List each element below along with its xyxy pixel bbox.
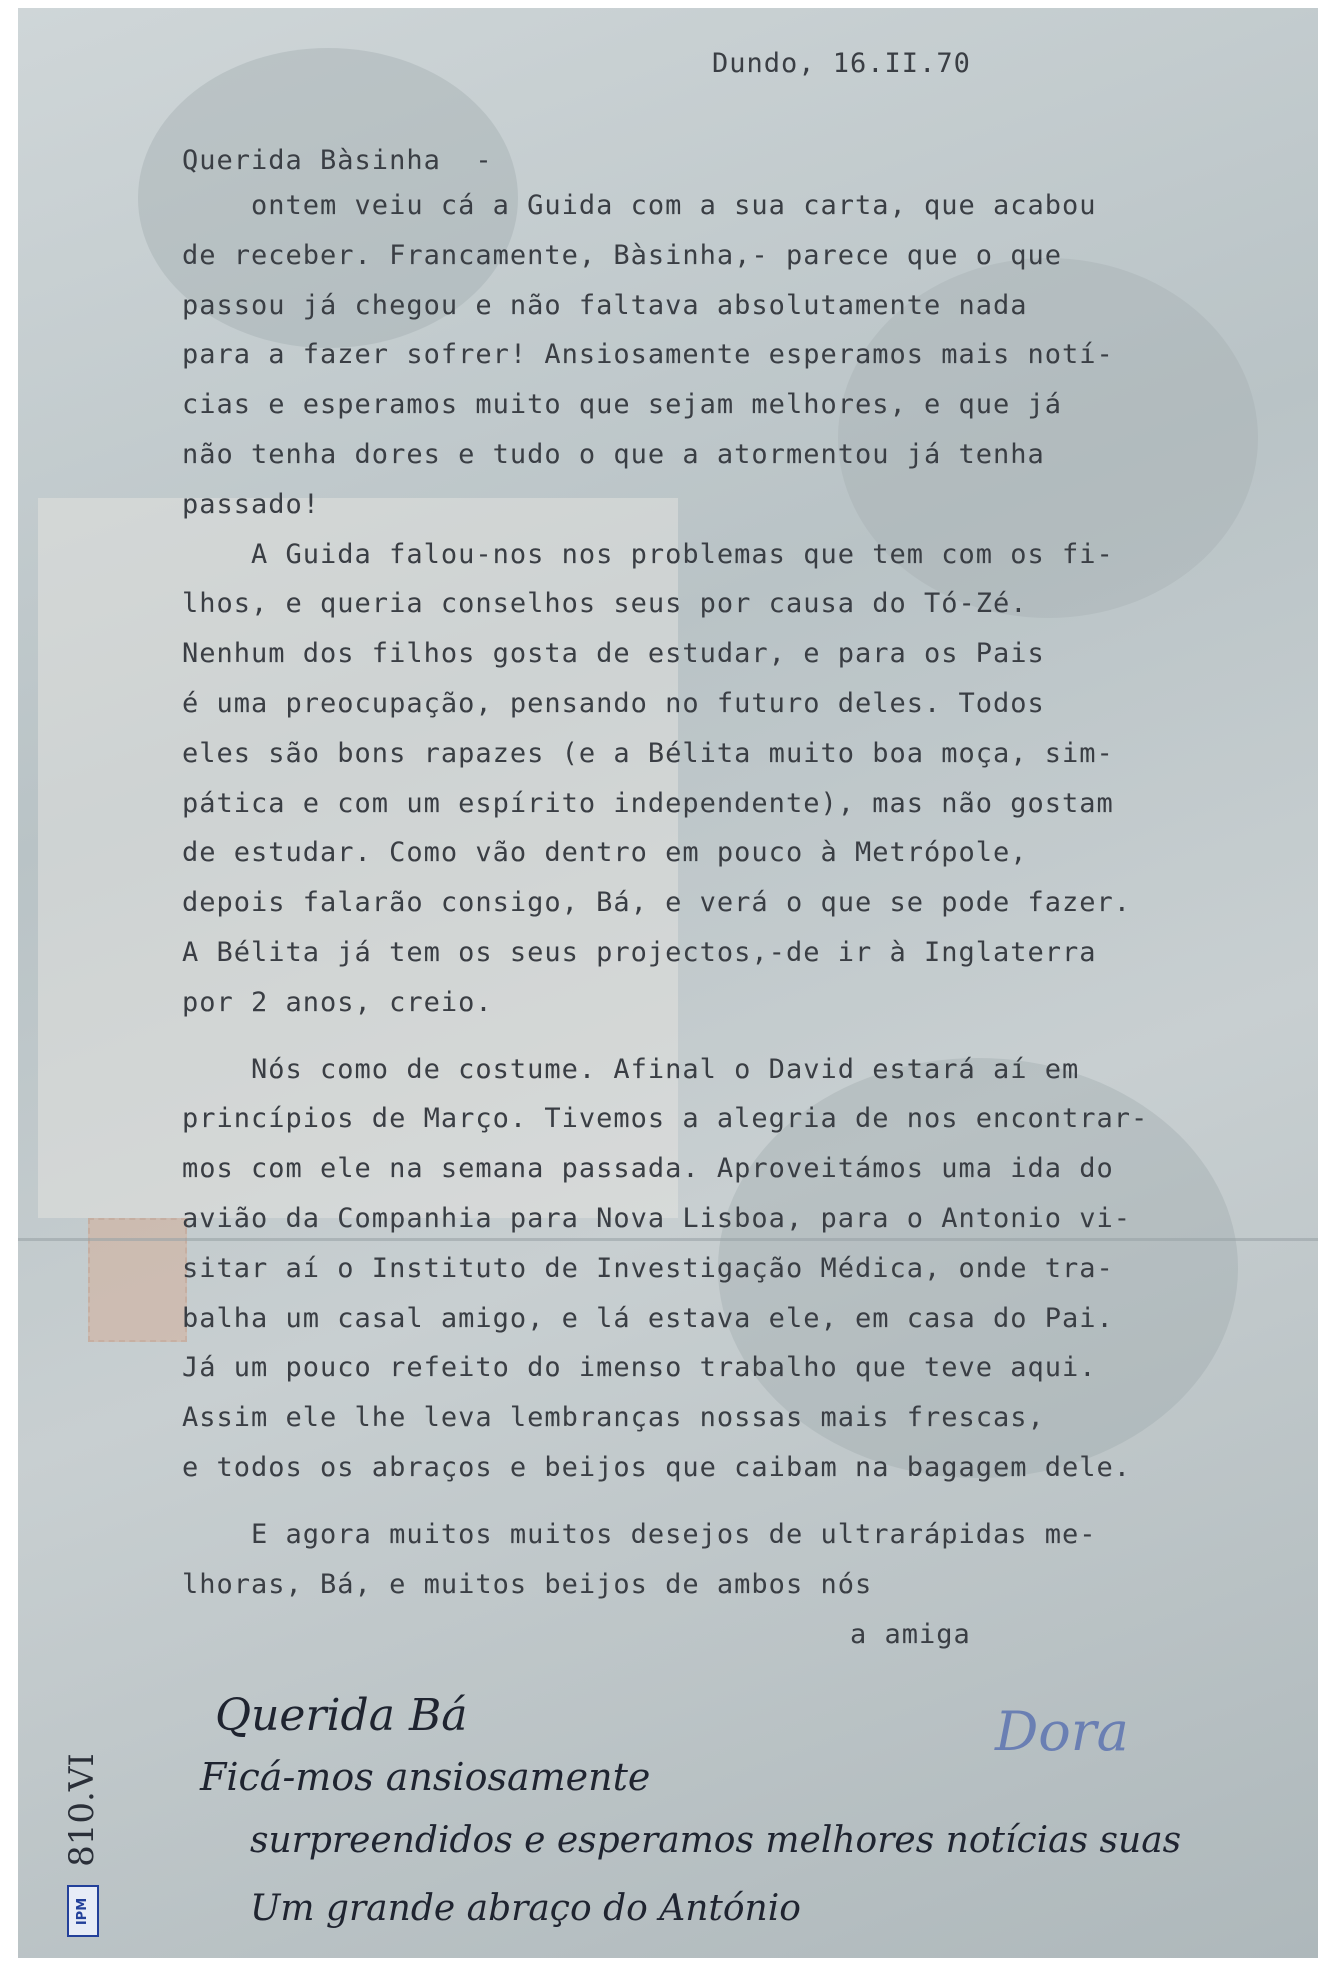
letter-body-line: sitar aí o Instituto de Investigação Médica, onde tra- <box>182 1253 1114 1284</box>
ipm-logo <box>67 1885 99 1937</box>
letter-body-line: avião da Companhia para Nova Lisboa, para o Antonio vi- <box>182 1203 1132 1234</box>
letter-body-line: Nenhum dos filhos gosta de estudar, e para os Pais <box>182 638 1045 669</box>
letter-body-line: Nós como de costume. Afinal o David estará aí em <box>182 1054 1080 1085</box>
letter-closing: a amiga <box>850 1619 971 1650</box>
letter-body-line: lhos, e queria conselhos seus por causa do Tó-Zé. <box>182 588 1028 619</box>
letter-body-line: e todos os abraços e beijos que caibam na bagagem dele. <box>182 1452 1132 1483</box>
letter-body-line: é uma preocupação, pensando no futuro deles. Todos <box>182 688 1045 719</box>
handwritten-line: surpreendidos e esperamos melhores notícias suas <box>250 1820 1182 1861</box>
handwritten-line: Um grande abraço do António <box>250 1888 801 1929</box>
archive-margin <box>55 1740 115 1940</box>
letter-body-line: eles são bons rapazes (e a Bélita muito boa moça, sim- <box>182 738 1114 769</box>
handwritten-line: Ficá-mos ansiosamente <box>200 1755 651 1799</box>
letter-body-line: balha um casal amigo, e lá estava ele, em casa do Pai. <box>182 1303 1114 1334</box>
letter-body-line: passado! <box>182 489 321 520</box>
letter-body-line: de estudar. Como vão dentro em pouco à Metrópole, <box>182 837 1028 868</box>
letter-body-line: mos com ele na semana passada. Aproveitámos uma ida do <box>182 1153 1114 1184</box>
letter-date: Dundo, 16.II.70 <box>712 48 971 79</box>
letter-body-line: Assim ele lhe leva lembranças nossas mais frescas, <box>182 1402 1045 1433</box>
letter-body-line: princípios de Março. Tivemos a alegria de nos encontrar- <box>182 1103 1149 1134</box>
letter-salutation: Querida Bàsinha - <box>182 145 493 176</box>
letter-body-line: de receber. Francamente, Bàsinha,- parece que o que <box>182 240 1063 271</box>
signature: Dora <box>995 1700 1129 1763</box>
letter-body-line: Já um pouco refeito do imenso trabalho que teve aqui. <box>182 1352 1097 1383</box>
letter-body-line: passou já chegou e não faltava absolutamente nada <box>182 290 1028 321</box>
letter-body-line: A Bélita já tem os seus projectos,-de ir à Inglaterra <box>182 937 1097 968</box>
ipm-logo-text: IPM <box>75 1897 91 1925</box>
letter-body-line: por 2 anos, creio. <box>182 987 493 1018</box>
letter-body-line: lhoras, Bá, e muitos beijos de ambos nós <box>182 1569 873 1600</box>
letter-body-line: A Guida falou-nos nos problemas que tem com os fi- <box>182 539 1114 570</box>
show-through-stamp <box>88 1218 187 1342</box>
handwritten-greeting: Querida Bá <box>215 1690 468 1741</box>
letter-body-line: não tenha dores e tudo o que a atormentou já tenha <box>182 439 1045 470</box>
letter-body-line: depois falarão consigo, Bá, e verá o que se pode fazer. <box>182 887 1132 918</box>
letter-body-line: ontem veiu cá a Guida com a sua carta, que acabou <box>182 190 1097 221</box>
letter-body-line: cias e esperamos muito que sejam melhores, e que já <box>182 389 1063 420</box>
letter-body-line: para a fazer sofrer! Ansiosamente esperamos mais notí- <box>182 339 1114 370</box>
archive-number: 810.VI <box>61 1753 102 1867</box>
paper-fold <box>18 1238 1318 1241</box>
letter-body-line: pática e com um espírito independente), mas não gostam <box>182 788 1114 819</box>
letter-body-line: E agora muitos muitos desejos de ultrarápidas me- <box>182 1519 1097 1550</box>
